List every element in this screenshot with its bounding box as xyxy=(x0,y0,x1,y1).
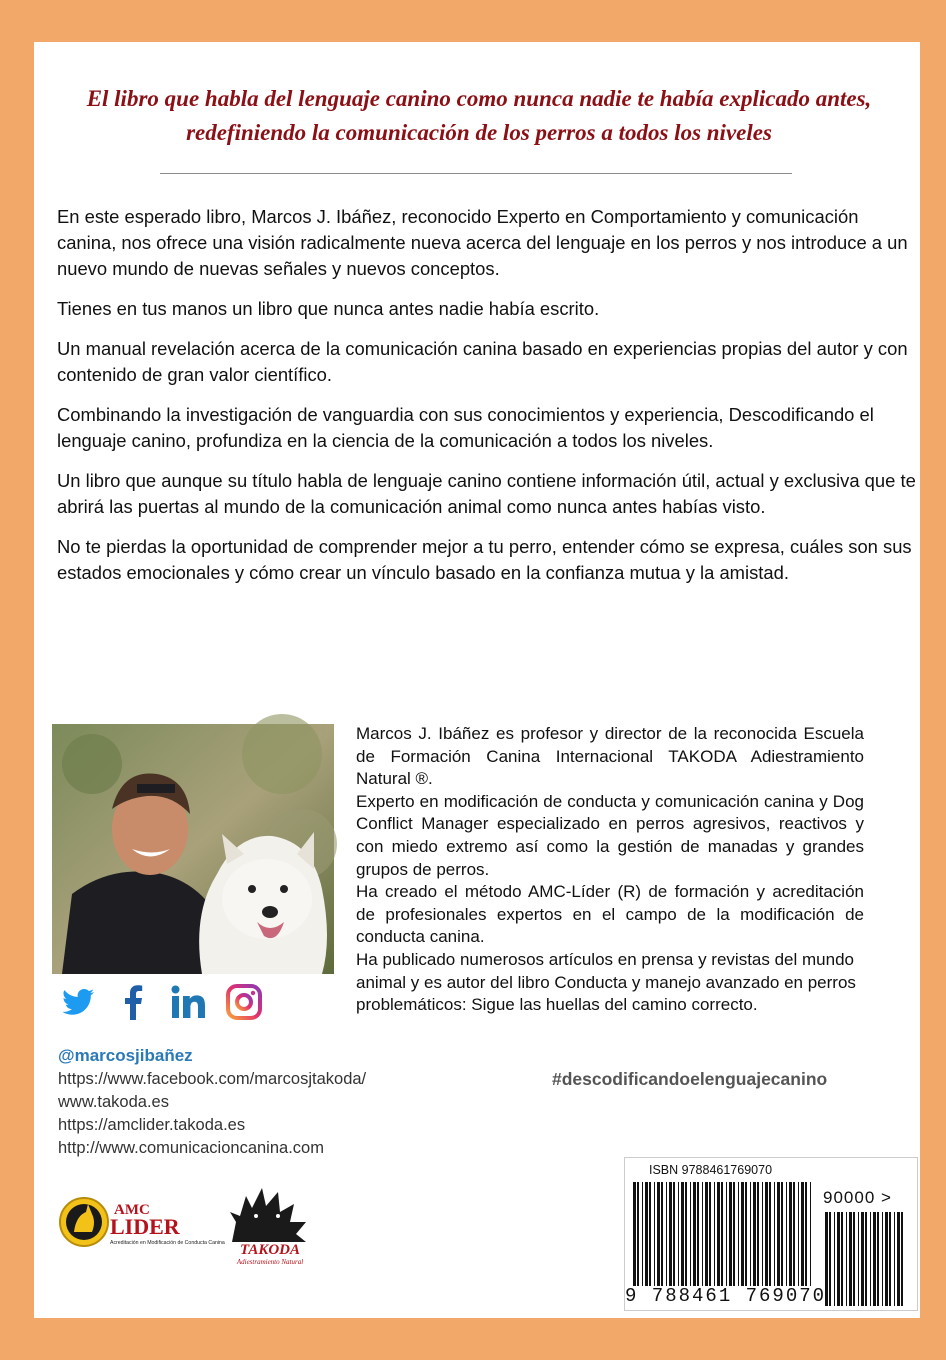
hashtag: #descodificandoelenguajecanino xyxy=(552,1069,828,1089)
takoda-logo xyxy=(222,1182,318,1268)
takoda-title: TAKODA xyxy=(239,1242,301,1258)
link-amclider[interactable]: https://amclider.takoda.es xyxy=(58,1116,246,1134)
twitter-icon[interactable] xyxy=(60,984,96,1020)
contact-links xyxy=(58,1044,366,1160)
price-code: 90000 > xyxy=(823,1188,892,1207)
bio-paragraph: Marcos J. Ibáñez es profesor y director de la reconocida Escuela de Formación Canina Internacional TAKODA Adiestramiento Natural ®. xyxy=(356,724,864,789)
isbn-label: ISBN 9788461769070 xyxy=(649,1163,773,1177)
facebook-icon[interactable] xyxy=(116,984,152,1020)
social-icons xyxy=(60,984,270,1024)
takoda-subtitle: Adiestramiento Natural xyxy=(236,1258,304,1266)
amc-subtitle: Acreditación en Modificación de Conducta Canina xyxy=(110,1240,225,1246)
barcode-bars xyxy=(633,1182,813,1286)
headline xyxy=(74,82,884,150)
link-takoda[interactable]: www.takoda.es xyxy=(58,1093,169,1111)
synopsis-paragraph: Tienes en tus manos un libro que nunca antes nadie había escrito. xyxy=(57,298,600,319)
author-bio xyxy=(356,723,864,1017)
author-photo xyxy=(52,724,334,974)
instagram-icon[interactable] xyxy=(226,984,262,1020)
amc-title-1: AMC xyxy=(114,1202,150,1218)
headline-line-1: El libro que habla del lenguaje canino como nunca nadie te había explicado antes, xyxy=(86,86,872,111)
headline-line-2: redefiniendo la comunicación de los perros a todos los niveles xyxy=(186,120,772,145)
link-facebook[interactable]: https://www.facebook.com/marcosjtakoda/ xyxy=(58,1070,367,1088)
social-handle[interactable]: @marcosjibañez xyxy=(58,1046,193,1065)
amc-lider-logo xyxy=(58,1188,225,1258)
synopsis-paragraph: Un libro que aunque su título habla de lenguaje canino contiene información útil, actual y exclusiva que te abrirá las puertas al mundo de la comunicación animal como nunca antes habías visto. xyxy=(57,470,916,517)
divider xyxy=(160,173,792,174)
amc-title-2: LIDER xyxy=(110,1214,180,1239)
linkedin-icon[interactable] xyxy=(170,984,206,1020)
bio-paragraph: Ha creado el método AMC-Líder (R) de formación y acreditación de profesionales expertos en el campo de la modificación de conducta canina. xyxy=(356,882,864,947)
barcode-addon-bars xyxy=(825,1212,907,1306)
bio-paragraph: Ha publicado numerosos artículos en prensa y revistas del mundo animal y es autor del libro Conducta y manejo avanzado en perros problemáticos: Sigue las huellas del camino correcto. xyxy=(356,949,856,1015)
barcode-number: 9 788461 769070 xyxy=(625,1285,827,1307)
back-cover-panel xyxy=(34,42,920,1318)
link-comunicacioncanina[interactable]: http://www.comunicacioncanina.com xyxy=(58,1139,324,1157)
synopsis-paragraph: Un manual revelación acerca de la comunicación canina basado en experiencias propias del autor y con contenido de gran valor científico. xyxy=(57,338,908,385)
synopsis-paragraph: No te pierdas la oportunidad de comprender mejor a tu perro, entender cómo se expresa, cuáles son sus estados emocionales y cómo crear un vínculo basado en la confianza mutua y la amistad. xyxy=(57,536,912,583)
synopsis-paragraph: Combinando la investigación de vanguardia con sus conocimientos y experiencia, Descodificando el lenguaje canino, profundiza en la ciencia de la comunicación a todos los niveles. xyxy=(57,404,874,451)
synopsis xyxy=(57,204,917,600)
bio-paragraph: Experto en modificación de conducta y comunicación canina y Dog Conflict Manager especializado en perros agresivos, reactivos y con miedo extremo así como la gestión de manadas y grandes grupos de perros. xyxy=(356,791,864,879)
barcode xyxy=(624,1157,918,1311)
synopsis-paragraph: En este esperado libro, Marcos J. Ibáñez, reconocido Experto en Comportamiento y comunicación canina, nos ofrece una visión radicalmente nueva acerca del lenguaje en los perros y nos introduce a un nuevo mundo de nuevas señales y nuevos conceptos. xyxy=(57,206,908,279)
